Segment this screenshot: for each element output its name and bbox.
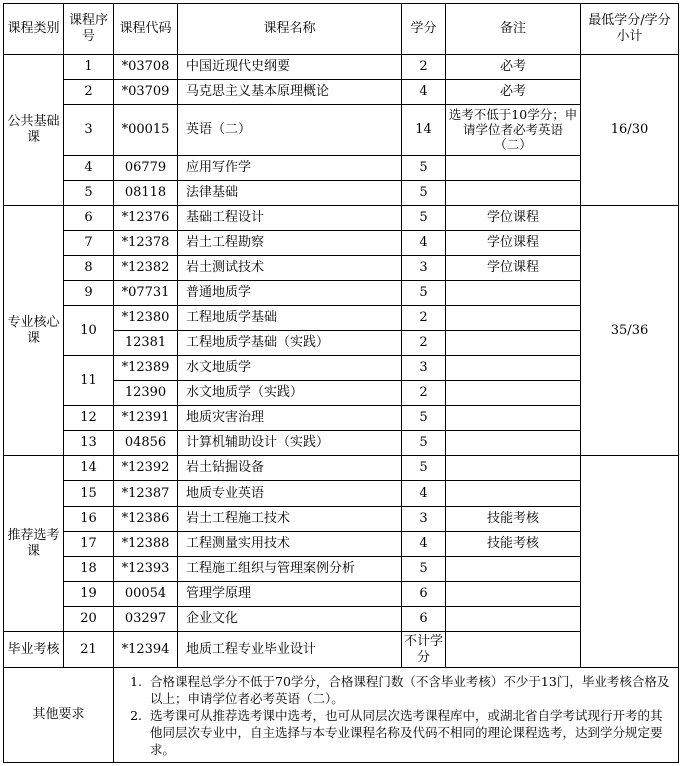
row-seq: 19 — [64, 581, 114, 606]
row-credit: 5 — [402, 280, 446, 305]
other-requirements-row — [4, 668, 679, 763]
row-code: 03297 — [114, 606, 178, 631]
row-name: 工程地质学基础（实践） — [178, 331, 402, 356]
row-name: 岩土钻掘设备 — [178, 456, 402, 481]
row-code: *12387 — [114, 481, 178, 506]
row-credit: 2 — [402, 331, 446, 356]
row-seq: 1 — [64, 54, 114, 79]
row-code: *03708 — [114, 54, 178, 79]
row-code: *12386 — [114, 506, 178, 531]
row-note — [446, 155, 581, 180]
header-category: 课程类别 — [4, 4, 64, 55]
row-note: 必考 — [446, 54, 581, 79]
row-name: 岩土工程施工技术 — [178, 506, 402, 531]
header-note: 备注 — [446, 4, 581, 55]
header-code: 课程代码 — [114, 4, 178, 55]
row-note — [446, 306, 581, 331]
row-seq: 4 — [64, 155, 114, 180]
header-row — [4, 4, 679, 55]
row-name: 计算机辅助设计（实践） — [178, 431, 402, 456]
row-credit: 2 — [402, 306, 446, 331]
row-code: 12381 — [114, 331, 178, 356]
table-row — [4, 531, 679, 556]
row-note — [446, 556, 581, 581]
row-credit: 5 — [402, 155, 446, 180]
group-elective-min — [581, 456, 679, 668]
row-code: *12380 — [114, 306, 178, 331]
table-row — [4, 506, 679, 531]
header-min: 最低学分/学分小计 — [581, 4, 679, 55]
row-note — [446, 581, 581, 606]
row-name: 马克思主义基本原理概论 — [178, 79, 402, 104]
table-row — [4, 280, 679, 305]
row-seq: 3 — [64, 104, 114, 155]
row-seq: 11 — [64, 356, 114, 406]
row-credit: 4 — [402, 230, 446, 255]
row-note — [446, 381, 581, 406]
table-row — [4, 54, 679, 79]
row-credit: 不计学分 — [402, 631, 446, 668]
row-code: *00015 — [114, 104, 178, 155]
row-credit: 2 — [402, 54, 446, 79]
row-seq: 7 — [64, 230, 114, 255]
row-note: 技能考核 — [446, 531, 581, 556]
row-name: 岩土工程勘察 — [178, 230, 402, 255]
group-public-label: 公共基础课 — [4, 54, 64, 205]
row-credit: 14 — [402, 104, 446, 155]
table-row — [4, 155, 679, 180]
row-seq: 18 — [64, 556, 114, 581]
row-name: 企业文化 — [178, 606, 402, 631]
row-code: *03709 — [114, 79, 178, 104]
row-name: 工程施工组织与管理案例分析 — [178, 556, 402, 581]
row-name: 工程测量实用技术 — [178, 531, 402, 556]
table-row — [4, 180, 679, 205]
group-core-min: 35/36 — [581, 205, 679, 456]
row-seq: 17 — [64, 531, 114, 556]
row-note — [446, 481, 581, 506]
row-name: 中国近现代史纲要 — [178, 54, 402, 79]
row-name: 基础工程设计 — [178, 205, 402, 230]
row-code: *07731 — [114, 280, 178, 305]
row-code: *12393 — [114, 556, 178, 581]
row-seq: 10 — [64, 306, 114, 356]
row-credit: 5 — [402, 180, 446, 205]
row-code: 08118 — [114, 180, 178, 205]
row-note: 学位课程 — [446, 230, 581, 255]
group-core-label: 专业核心课 — [4, 205, 64, 456]
table-row — [4, 79, 679, 104]
row-credit: 6 — [402, 581, 446, 606]
row-note — [446, 606, 581, 631]
row-code: 04856 — [114, 431, 178, 456]
row-note — [446, 331, 581, 356]
row-name: 地质工程专业毕业设计 — [178, 631, 402, 668]
row-note: 必考 — [446, 79, 581, 104]
other-requirements-content — [114, 668, 679, 763]
row-name: 岩土测试技术 — [178, 255, 402, 280]
requirement-item: 1. 合格课程总学分不低于70学分，合格课程门数（不含毕业考核）不少于13门，毕业考核合格及以上；申请学位者必考英语（二）。 — [146, 673, 670, 707]
row-note — [446, 431, 581, 456]
table-row — [4, 255, 679, 280]
group-elective-label: 推荐选考课 — [4, 456, 64, 631]
row-name: 管理学原理 — [178, 581, 402, 606]
row-seq: 5 — [64, 180, 114, 205]
table-row — [4, 431, 679, 456]
row-seq: 14 — [64, 456, 114, 481]
row-credit: 4 — [402, 531, 446, 556]
row-code: *12389 — [114, 356, 178, 381]
row-name: 英语（二） — [178, 104, 402, 155]
row-note: 学位课程 — [446, 255, 581, 280]
row-credit: 2 — [402, 381, 446, 406]
table-row — [4, 631, 679, 668]
table-row — [4, 581, 679, 606]
row-seq: 6 — [64, 205, 114, 230]
row-name: 普通地质学 — [178, 280, 402, 305]
row-credit: 5 — [402, 406, 446, 431]
row-note: 学位课程 — [446, 205, 581, 230]
row-name: 法律基础 — [178, 180, 402, 205]
other-requirements-label: 其他要求 — [4, 668, 114, 763]
table-row — [4, 306, 679, 331]
row-seq: 16 — [64, 506, 114, 531]
row-credit: 4 — [402, 481, 446, 506]
curriculum-table — [3, 3, 679, 763]
row-name: 工程地质学基础 — [178, 306, 402, 331]
row-name: 水文地质学 — [178, 356, 402, 381]
table-row — [4, 406, 679, 431]
group-grad-label: 毕业考核 — [4, 631, 64, 668]
row-seq: 12 — [64, 406, 114, 431]
table-row — [4, 556, 679, 581]
table-row — [4, 205, 679, 230]
row-credit: 5 — [402, 556, 446, 581]
table-row — [4, 456, 679, 481]
row-note — [446, 456, 581, 481]
row-credit: 5 — [402, 456, 446, 481]
row-seq: 9 — [64, 280, 114, 305]
row-credit: 4 — [402, 79, 446, 104]
row-note: 选考不低于10学分；申请学位者必考英语（二） — [446, 104, 581, 155]
row-seq: 21 — [64, 631, 114, 668]
table-row — [4, 356, 679, 381]
row-seq: 8 — [64, 255, 114, 280]
row-name: 应用写作学 — [178, 155, 402, 180]
row-note — [446, 631, 581, 668]
row-note: 技能考核 — [446, 506, 581, 531]
table-row — [4, 606, 679, 631]
row-code: *12382 — [114, 255, 178, 280]
row-code: *12388 — [114, 531, 178, 556]
table-row — [4, 481, 679, 506]
row-seq: 20 — [64, 606, 114, 631]
row-credit: 3 — [402, 506, 446, 531]
row-code: 12390 — [114, 381, 178, 406]
row-code: *12392 — [114, 456, 178, 481]
row-note — [446, 406, 581, 431]
row-credit: 6 — [402, 606, 446, 631]
row-credit: 5 — [402, 431, 446, 456]
row-code: *12394 — [114, 631, 178, 668]
row-code: *12378 — [114, 230, 178, 255]
requirement-item: 2. 选考课可从推荐选考课中选考，也可从同层次选考课程库中，或湖北省自学考试现行开考的其他同层次专业中，自主选择与本专业课程名称及代码不相同的理论课程选考，达到学分规定要求。 — [146, 707, 670, 758]
row-seq: 13 — [64, 431, 114, 456]
row-code: 06779 — [114, 155, 178, 180]
row-note — [446, 180, 581, 205]
row-credit: 3 — [402, 356, 446, 381]
header-seq: 课程序号 — [64, 4, 114, 55]
row-name: 地质灾害治理 — [178, 406, 402, 431]
group-public-min: 16/30 — [581, 54, 679, 205]
row-note — [446, 356, 581, 381]
table-row — [4, 230, 679, 255]
row-code: *12376 — [114, 205, 178, 230]
row-note — [446, 280, 581, 305]
row-seq: 15 — [64, 481, 114, 506]
row-code: 00054 — [114, 581, 178, 606]
row-seq: 2 — [64, 79, 114, 104]
row-name: 地质专业英语 — [178, 481, 402, 506]
row-name: 水文地质学（实践） — [178, 381, 402, 406]
row-credit: 3 — [402, 255, 446, 280]
header-credit: 学分 — [402, 4, 446, 55]
row-code: *12391 — [114, 406, 178, 431]
table-row — [4, 104, 679, 155]
row-credit: 5 — [402, 205, 446, 230]
header-name: 课程名称 — [178, 4, 402, 55]
